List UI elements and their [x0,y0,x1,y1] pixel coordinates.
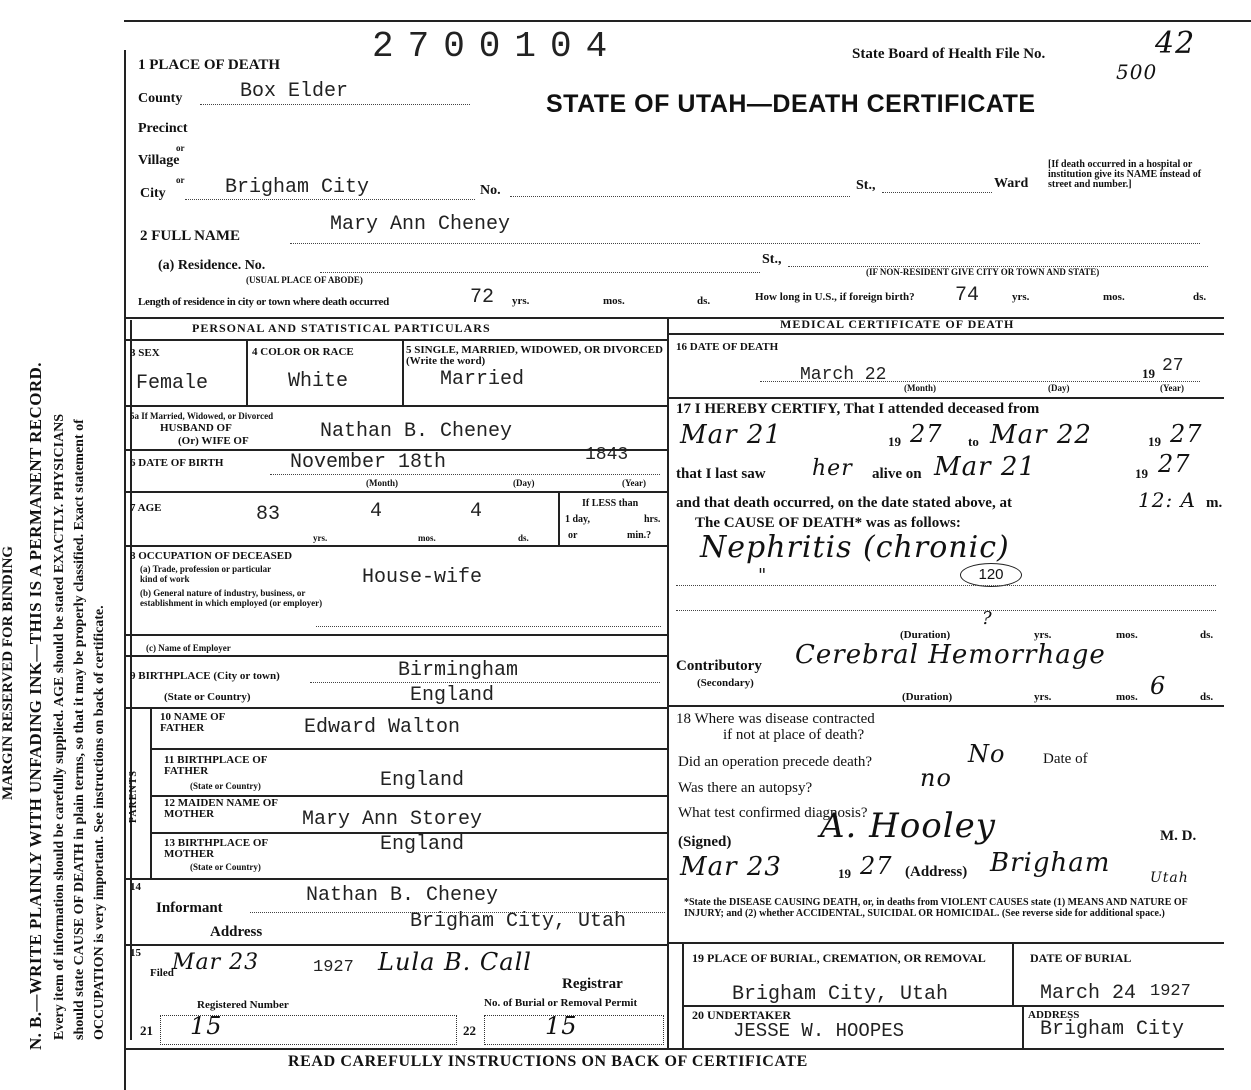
full-name-label: 2 FULL NAME [140,228,241,244]
age-years: 83 [256,503,281,526]
physician-signature: A. Hooley [820,806,996,846]
cause-of-death: Nephritis (chronic) [700,530,1010,565]
top-border [124,20,1251,22]
undertaker-address: Brigham City [1040,1018,1185,1041]
signed-date: Mar 23 [680,852,782,882]
cause-code: 120 [960,563,1022,587]
file-number: 42 [1155,26,1196,61]
father-name: Edward Walton [304,716,461,739]
father-birthplace: England [380,769,465,792]
village-label: Village [138,153,180,168]
occupation-value: House-wife [362,566,483,589]
margin-binding: MARGIN RESERVED FOR BINDING [0,545,16,800]
age-days: 4 [470,500,483,523]
section-divider [124,317,1224,319]
marital-status-value: Married [440,368,525,391]
dob-value: November 18th [290,451,447,474]
footer-instructions: READ CAREFULLY INSTRUCTIONS ON BACK OF CERTIFICATE [288,1053,808,1070]
personal-heading: PERSONAL AND STATISTICAL PARTICULARS [192,321,491,335]
death-year: 27 [1162,356,1184,376]
last-seen-alive-date: Mar 21 [934,452,1036,482]
left-border [124,50,126,1090]
years-in-us: 74 [955,284,980,307]
medical-heading: MEDICAL CERTIFICATE OF DEATH [780,317,1015,331]
county-value: Box Elder [240,80,349,103]
race-value: White [288,370,349,393]
mother-name: Mary Ann Storey [302,808,483,831]
certificate-title: STATE OF UTAH—DEATH CERTIFICATE [546,90,1036,118]
operation-answer: No [968,740,1006,768]
last-saw-pronoun: her [812,456,853,481]
mother-birthplace: England [380,833,465,856]
autopsy-answer: no [920,764,952,792]
informant-name: Nathan B. Cheney [306,884,499,907]
husband-value: Nathan B. Cheney [320,420,513,443]
filed-year: 1927 [313,958,354,977]
county-label: County [138,91,183,106]
ward-note: [If death occurred in a hospital or institution give its NAME instead of street and number.] [1048,159,1202,190]
burial-permit-number: 15 [545,1012,578,1040]
sex-value: Female [136,372,209,395]
birthplace-country: England [410,684,495,707]
board-file-label: State Board of Health File No. [852,46,1046,62]
burial-place: Brigham City, Utah [732,983,949,1006]
death-time: 12: A [1138,488,1196,512]
contributory-cause: Cerebral Hemorrhage [795,640,1106,670]
cause-footnote: *State the DISEASE CAUSING DEATH, or, in deaths from VIOLENT CAUSES state (1) MEANS AND NATURE OF INJURY; and (2) whether ACCIDENTAL, SUICIDAL OR HOMICIDAL. (See reverse side for additional space.) [684,897,1188,919]
contributory-duration-months: 6 [1150,672,1167,700]
dob-year: 1843 [585,445,629,465]
burial-year: 1927 [1150,982,1191,1001]
filed-date: Mar 23 [172,950,260,975]
informant-address: Brigham City, Utah [410,910,627,933]
undertaker-name: JESSE W. HOOPES [733,1020,905,1042]
age-months: 4 [370,500,383,523]
parents-label: PARENTS [128,770,139,823]
certify-statement: 17 I HEREBY CERTIFY, That I attended deceased from [676,401,1040,417]
death-date: March 22 [800,365,887,385]
registrar-signature: Lula B. Call [378,948,532,976]
city-value: Brigham City [225,176,370,199]
registered-number: 15 [190,1012,223,1040]
precinct-label: Precinct [138,121,188,136]
burial-date: March 24 [1040,982,1137,1005]
full-name-value: Mary Ann Cheney [330,213,511,236]
attended-from: Mar 21 [680,420,782,450]
center-divider [667,318,669,1048]
length-residence-years: 72 [470,286,495,309]
physician-address: Brigham [990,848,1111,878]
certificate-serial: 2700104 [372,26,622,67]
attended-to: Mar 22 [990,420,1092,450]
place-section-label: 1 PLACE OF DEATH [138,57,281,73]
birthplace-city: Birmingham [398,659,519,682]
city-label: City [140,186,166,201]
file-number-extra: 500 [1116,60,1158,84]
